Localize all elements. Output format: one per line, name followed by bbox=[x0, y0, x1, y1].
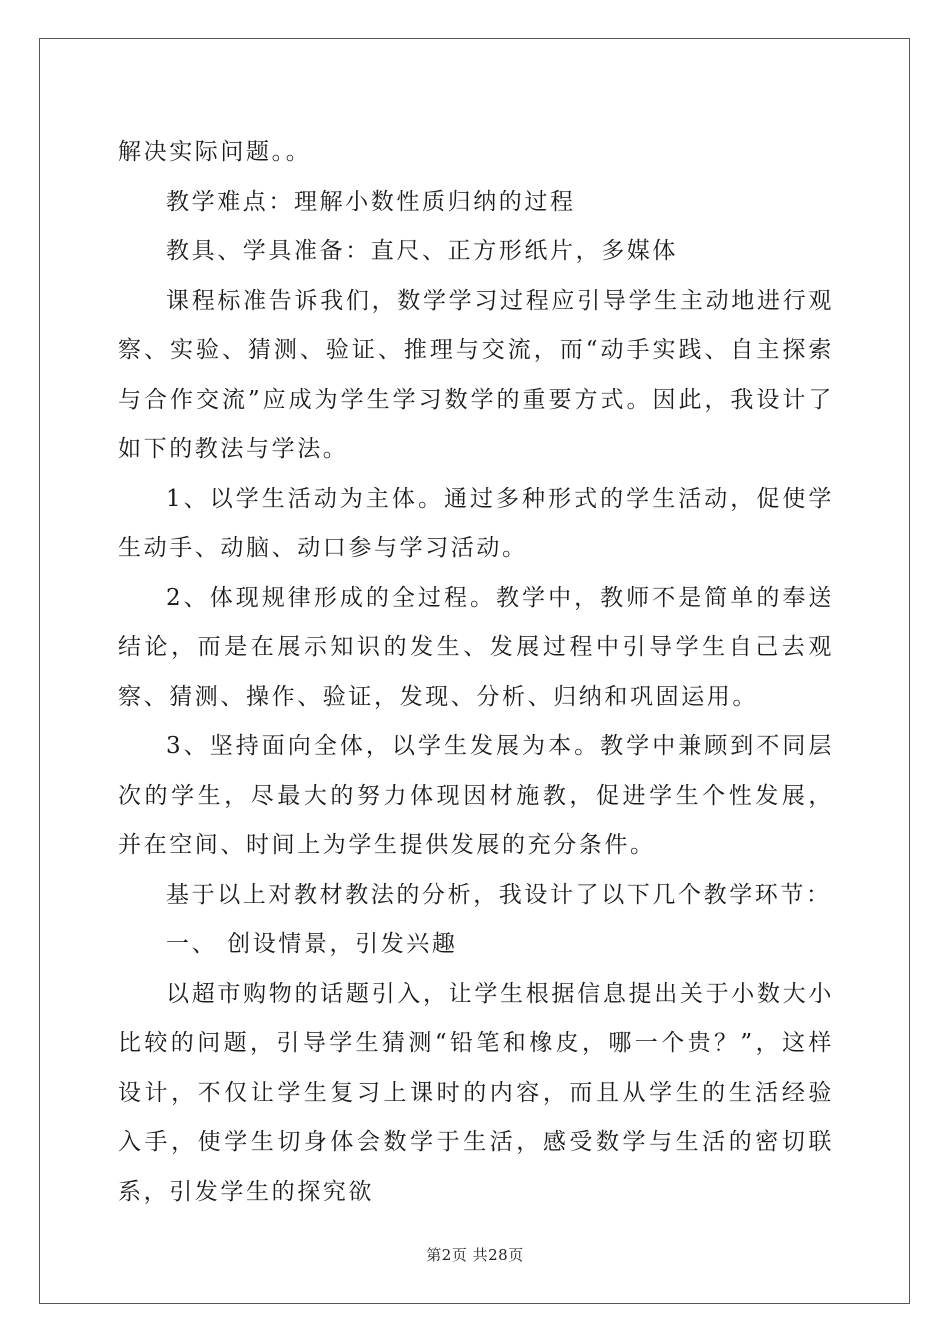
paragraph: 以超市购物的话题引入，让学生根据信息提出关于小数大小比较的问题，引导学生猜测“铅笔和橡皮，哪一个贵？”，这样设计，不仅让学生复习上课时的内容，而且从学生的生活经验入手，使学生切身体会数学于生活，感受数学与生活的密切联系，引发学生的探究欲 bbox=[118, 980, 834, 1205]
paragraph: 3、坚持面向全体，以学生发展为本。教学中兼顾到不同层次的学生，尽最大的努力体现因材施教，促进学生个性发展，并在空间、时间上为学生提供发展的充分条件。 bbox=[118, 733, 834, 858]
paragraph: 2、体现规律形成的全过程。教学中，教师不是简单的奉送结论，而是在展示知识的发生、发展过程中引导学生自己去观察、猜测、操作、验证，发现、分析、归纳和巩固运用。 bbox=[118, 584, 834, 710]
paragraph: 课程标准告诉我们，数学学习过程应引导学生主动地进行观察、实验、猜测、验证、推理与交流，而“动手实践、自主探索与合作交流”应成为学生学习数学的重要方式。因此，我设计了如下的教法与学法。 bbox=[118, 287, 834, 462]
paragraph: 1、以学生活动为主体。通过多种形式的学生活动，促使学生动手、动脑、动口参与学习活动。 bbox=[118, 485, 834, 561]
page-number-footer: 第2页 共28页 bbox=[426, 1246, 524, 1264]
paragraph: 教学难点：理解小数性质归纳的过程 bbox=[166, 188, 576, 215]
section-heading: 一、 创设情景，引发兴趣 bbox=[166, 931, 458, 957]
document-body bbox=[118, 128, 834, 1217]
paragraph: 解决实际问题。。 bbox=[118, 139, 312, 165]
paragraph: 教具、学具准备：直尺、正方形纸片，多媒体 bbox=[166, 238, 678, 264]
paragraph: 基于以上对教材教法的分析，我设计了以下几个教学环节： bbox=[166, 881, 832, 908]
